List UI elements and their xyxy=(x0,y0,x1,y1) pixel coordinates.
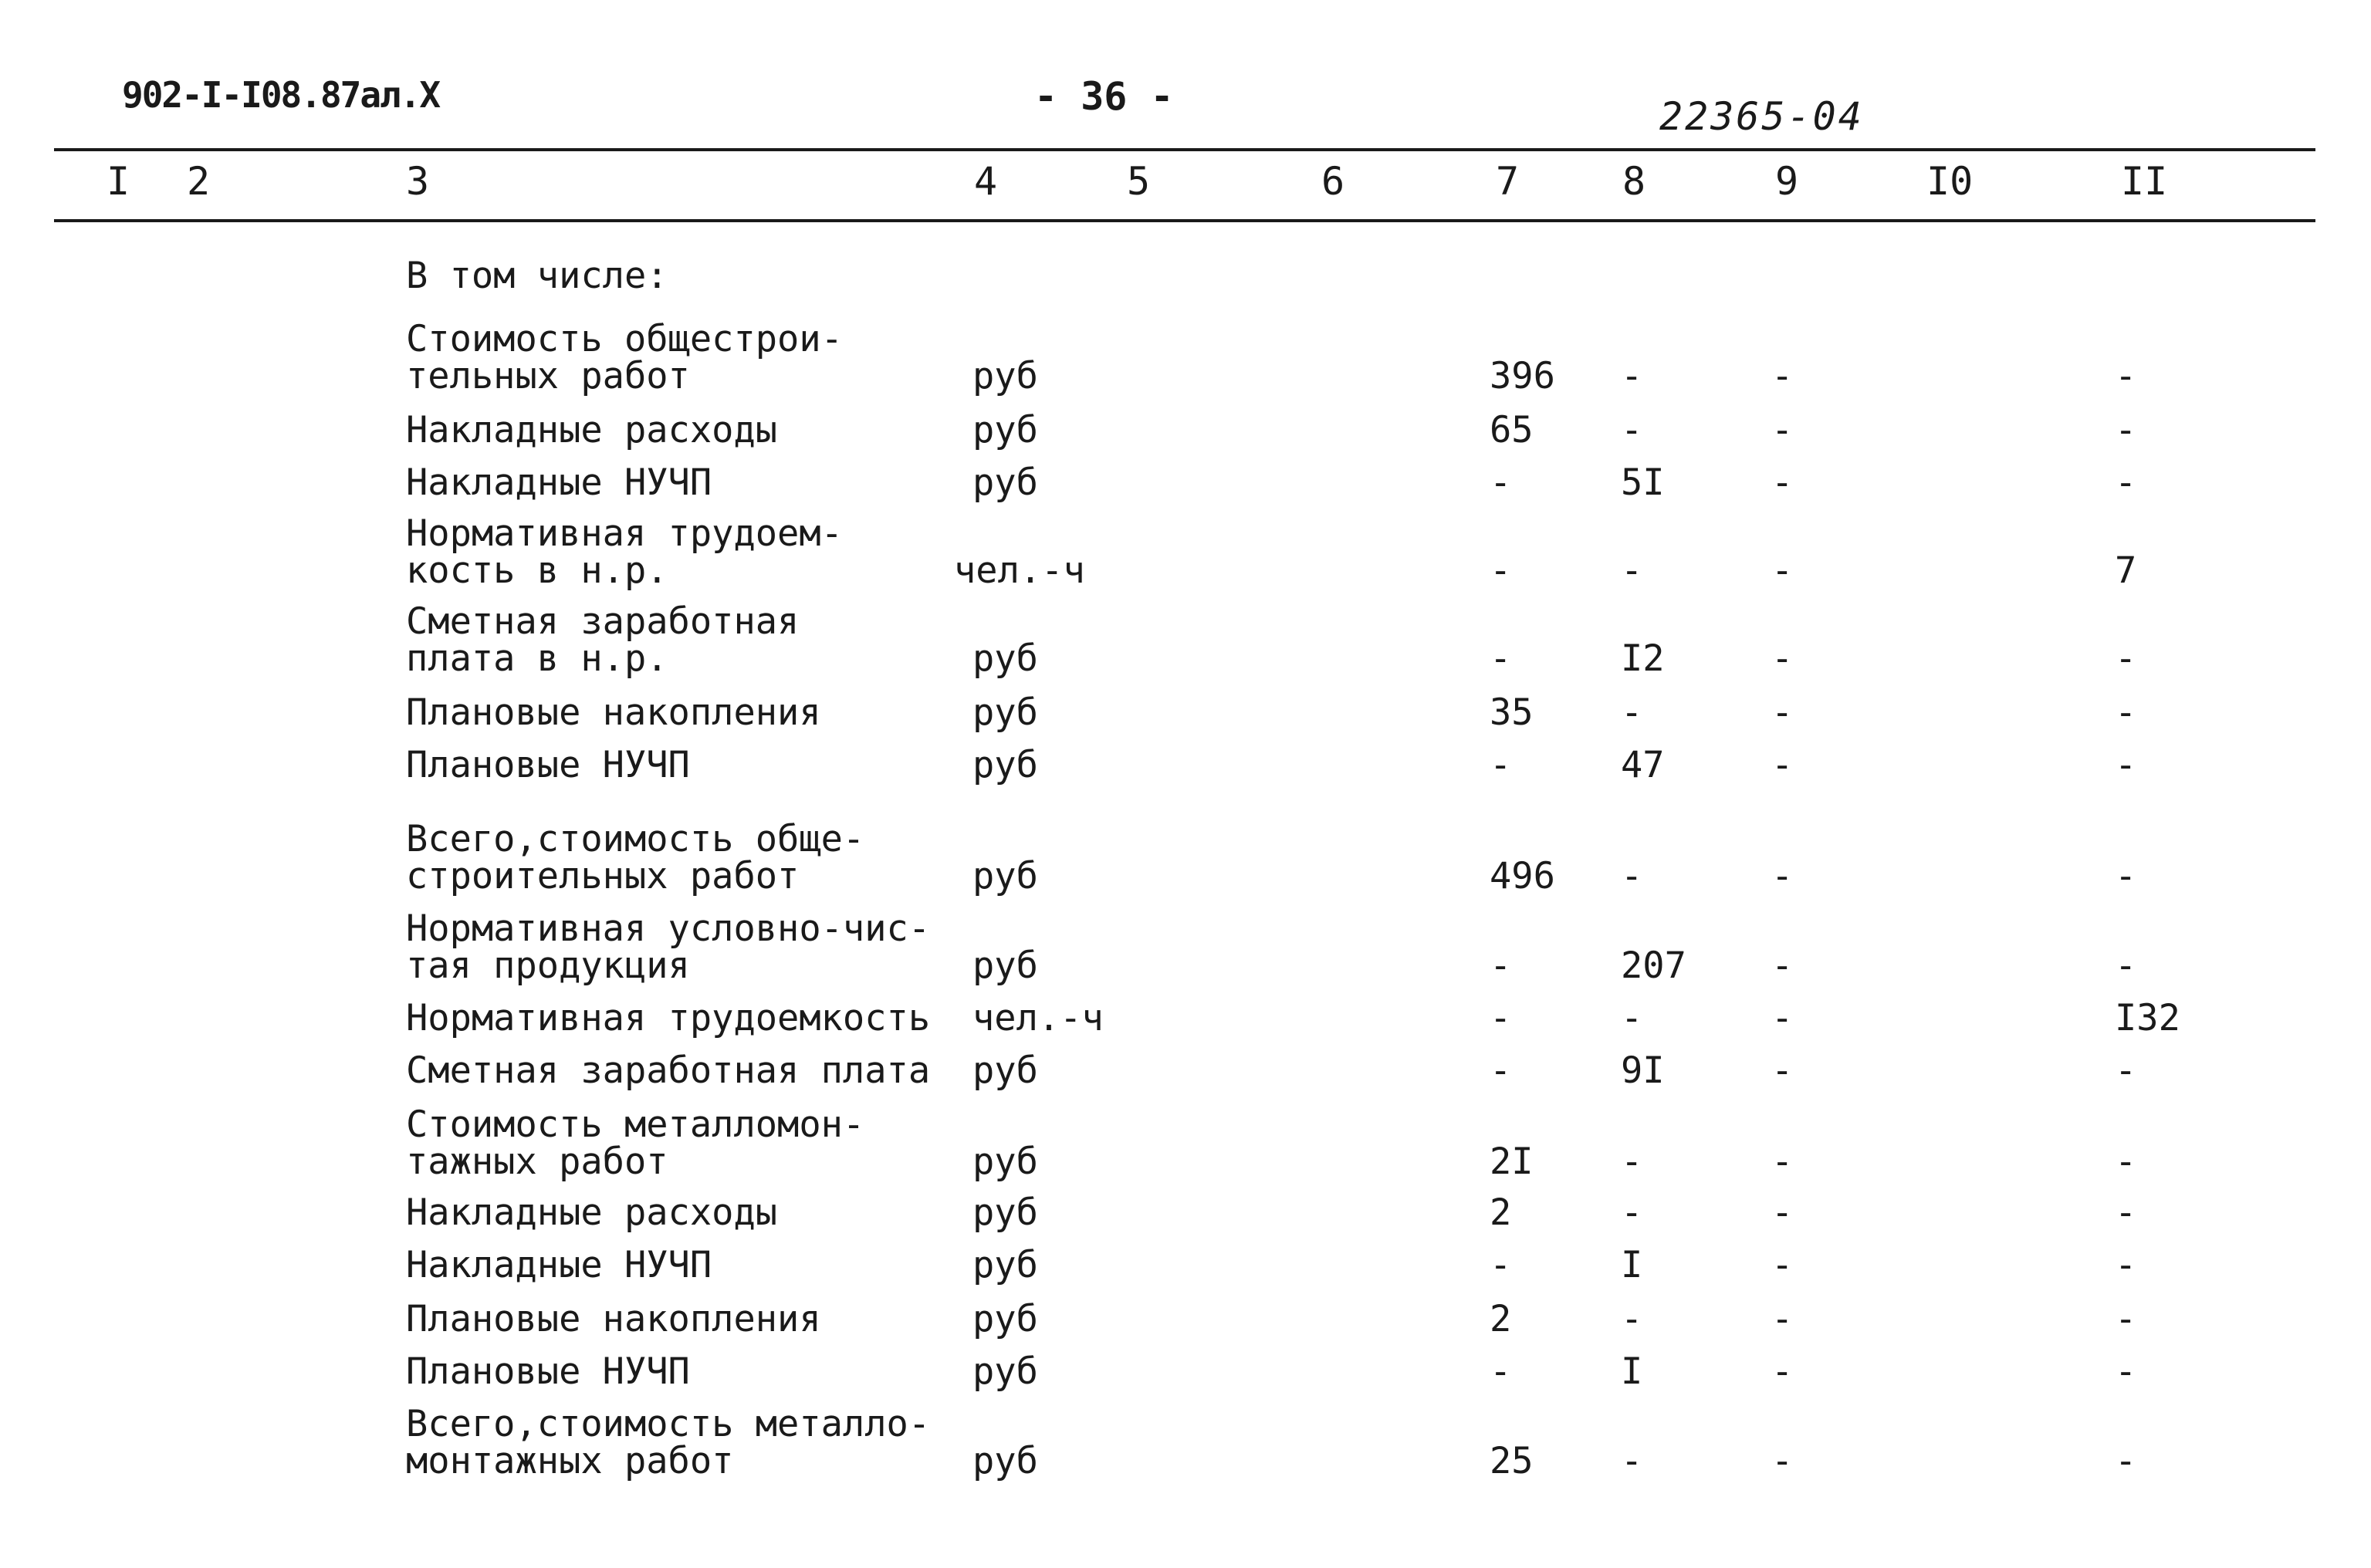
row-col11: - xyxy=(2115,1049,2137,1092)
row-col11: 7 xyxy=(2115,549,2137,592)
col-number-8: 8 xyxy=(1622,159,1646,204)
row-unit: руб xyxy=(972,637,1038,680)
row-name: Стоимость металломон- тажных работ xyxy=(406,1103,865,1183)
row-col8: I xyxy=(1621,1244,1643,1286)
row-unit: руб xyxy=(972,1049,1038,1092)
row-col8: I xyxy=(1621,1350,1643,1393)
row-col11: - xyxy=(2115,637,2137,680)
table-row xyxy=(0,600,2371,678)
table-row xyxy=(0,907,2371,985)
row-unit: чел.-ч xyxy=(972,997,1104,1039)
row-unit: руб xyxy=(972,1244,1038,1286)
section-heading-row xyxy=(0,239,2371,295)
row-col9: - xyxy=(1771,855,1794,897)
page-number: - 36 - xyxy=(1034,74,1174,119)
row-col7: - xyxy=(1490,549,1512,592)
row-name: Плановые накопления xyxy=(406,1298,821,1340)
row-name: Сметная заработная плата в н.р. xyxy=(406,600,800,680)
row-col9: - xyxy=(1771,461,1794,504)
row-col7: 2I xyxy=(1490,1141,1534,1183)
row-col8: - xyxy=(1621,1141,1643,1183)
col-number-11: II xyxy=(2121,159,2168,204)
row-name: Нормативная трудоемкость xyxy=(406,997,931,1039)
row-col8: - xyxy=(1621,1298,1643,1340)
row-col7: 35 xyxy=(1490,691,1534,734)
row-unit: руб xyxy=(972,744,1038,786)
row-unit: руб xyxy=(972,1440,1038,1482)
row-col8: 5I xyxy=(1621,461,1665,504)
table-row xyxy=(0,693,2371,732)
row-col9: - xyxy=(1771,1049,1794,1092)
row-name: Всего,стоимость металло- монтажных работ xyxy=(406,1403,931,1482)
table-row xyxy=(0,512,2371,590)
row-col9: - xyxy=(1771,1141,1794,1183)
row-col8: - xyxy=(1621,355,1643,397)
table-row xyxy=(0,1299,2371,1338)
row-col7: 496 xyxy=(1490,855,1555,897)
table-row xyxy=(0,411,2371,449)
row-col11: - xyxy=(2115,1244,2137,1286)
col-number-1: I xyxy=(107,159,130,204)
table-row xyxy=(0,1051,2371,1090)
row-unit: руб xyxy=(972,945,1038,987)
row-col7: 2 xyxy=(1490,1298,1512,1340)
row-col8: 9I xyxy=(1621,1049,1665,1092)
col-number-9: 9 xyxy=(1775,159,1799,204)
row-col11: - xyxy=(2115,855,2137,897)
row-col8: - xyxy=(1621,855,1643,897)
row-col11: I32 xyxy=(2115,997,2180,1039)
row-col7: 2 xyxy=(1490,1191,1512,1234)
row-col11: - xyxy=(2115,945,2137,987)
row-col7: - xyxy=(1490,461,1512,504)
table-row xyxy=(0,745,2371,784)
row-unit: руб xyxy=(972,855,1038,897)
row-unit: руб xyxy=(972,409,1038,451)
row-col11: - xyxy=(2115,691,2137,734)
row-col8: - xyxy=(1621,549,1643,592)
col-number-10: I0 xyxy=(1926,159,1974,204)
row-name: Всего,стоимость обще- строительных работ xyxy=(406,818,865,897)
row-unit: руб xyxy=(972,461,1038,504)
table-row xyxy=(0,1103,2371,1181)
row-name: Плановые НУЧП xyxy=(406,744,690,786)
row-col8: 207 xyxy=(1621,945,1686,987)
table-row xyxy=(0,318,2371,395)
row-col11: - xyxy=(2115,1350,2137,1393)
row-unit: чел.-ч xyxy=(954,549,1085,592)
col-number-3: 3 xyxy=(406,159,430,204)
row-col7: - xyxy=(1490,945,1512,987)
row-col7: - xyxy=(1490,1244,1512,1286)
row-col7: - xyxy=(1490,1049,1512,1092)
document-number: 22365-04 xyxy=(1659,94,1864,139)
row-name: Стоимость общестрои- тельных работ xyxy=(406,318,843,397)
table-row xyxy=(0,1352,2371,1391)
row-name: Плановые НУЧП xyxy=(406,1350,690,1393)
row-col7: - xyxy=(1490,637,1512,680)
row-col7: 396 xyxy=(1490,355,1555,397)
row-col9: - xyxy=(1771,691,1794,734)
row-col11: - xyxy=(2115,1141,2137,1183)
row-name: Нормативная условно-чис- тая продукция xyxy=(406,907,931,987)
row-col8: 47 xyxy=(1621,744,1665,786)
row-col11: - xyxy=(2115,1440,2137,1482)
row-col8: - xyxy=(1621,409,1643,451)
row-col11: - xyxy=(2115,1298,2137,1340)
section-heading: В том числе: xyxy=(406,255,668,297)
row-col9: - xyxy=(1771,549,1794,592)
row-col8: - xyxy=(1621,691,1643,734)
row-col11: - xyxy=(2115,355,2137,397)
row-col9: - xyxy=(1771,744,1794,786)
row-col9: - xyxy=(1771,997,1794,1039)
row-name: Сметная заработная плата xyxy=(406,1049,931,1092)
row-col11: - xyxy=(2115,744,2137,786)
table-row xyxy=(0,999,2371,1037)
row-col11: - xyxy=(2115,461,2137,504)
row-col11: - xyxy=(2115,409,2137,451)
row-col8: I2 xyxy=(1621,637,1665,680)
row-unit: руб xyxy=(972,1298,1038,1340)
row-col9: - xyxy=(1771,409,1794,451)
row-col9: - xyxy=(1771,1440,1794,1482)
row-name: Накладные расходы xyxy=(406,1191,778,1234)
row-col9: - xyxy=(1771,637,1794,680)
row-col7: 65 xyxy=(1490,409,1534,451)
table-row xyxy=(0,1245,2371,1284)
row-unit: руб xyxy=(972,1141,1038,1183)
row-col9: - xyxy=(1771,1191,1794,1234)
table-row xyxy=(0,1193,2371,1232)
row-name: Накладные НУЧП xyxy=(406,461,712,504)
row-name: Накладные расходы xyxy=(406,409,778,451)
col-number-4: 4 xyxy=(974,159,998,204)
row-unit: руб xyxy=(972,691,1038,734)
col-number-5: 5 xyxy=(1127,159,1151,204)
row-col8: - xyxy=(1621,997,1643,1039)
row-col9: - xyxy=(1771,1350,1794,1393)
row-unit: руб xyxy=(972,1350,1038,1393)
row-col9: - xyxy=(1771,945,1794,987)
row-unit: руб xyxy=(972,355,1038,397)
row-col7: - xyxy=(1490,744,1512,786)
row-name: Плановые накопления xyxy=(406,691,821,734)
table-row xyxy=(0,1403,2371,1480)
table-row xyxy=(0,463,2371,502)
row-col7: 25 xyxy=(1490,1440,1534,1482)
row-col9: - xyxy=(1771,1298,1794,1340)
row-name: Нормативная трудоем- кость в н.р. xyxy=(406,512,843,592)
col-number-2: 2 xyxy=(187,159,211,204)
col-number-6: 6 xyxy=(1321,159,1345,204)
table-row xyxy=(0,818,2371,895)
row-unit: руб xyxy=(972,1191,1038,1234)
row-col8: - xyxy=(1621,1440,1643,1482)
row-col9: - xyxy=(1771,355,1794,397)
row-name: Накладные НУЧП xyxy=(406,1244,712,1286)
document-code: 902-I-I08.87ал.X xyxy=(122,74,440,116)
row-col11: - xyxy=(2115,1191,2137,1234)
row-col8: - xyxy=(1621,1191,1643,1234)
row-col7: - xyxy=(1490,1350,1512,1393)
row-col9: - xyxy=(1771,1244,1794,1286)
col-number-7: 7 xyxy=(1496,159,1520,204)
row-col7: - xyxy=(1490,997,1512,1039)
